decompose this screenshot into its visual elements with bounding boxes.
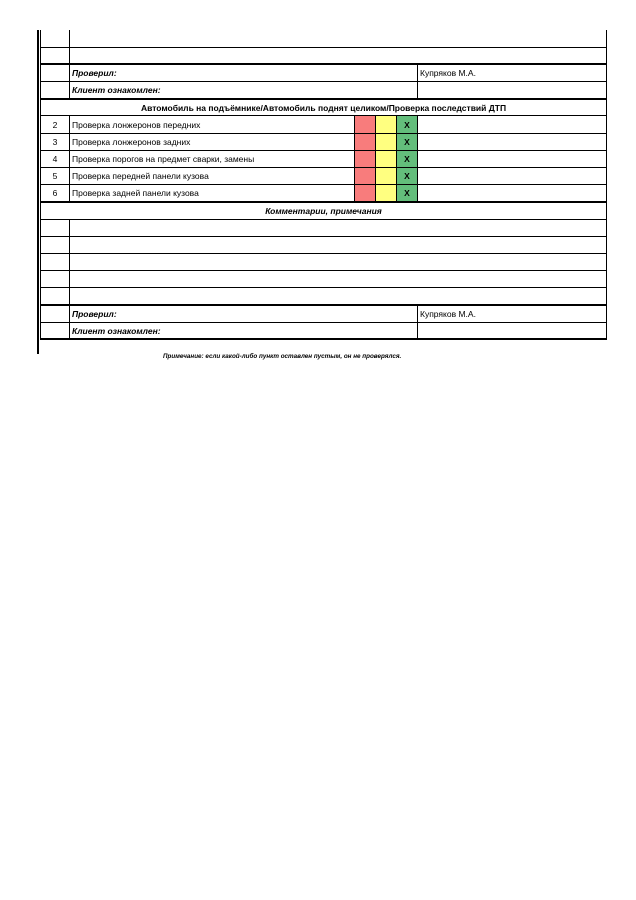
- checklist-row: [41, 116, 607, 133]
- item-label: Проверка передней панели кузова: [70, 168, 355, 185]
- status-green-cell[interactable]: X: [397, 168, 418, 185]
- comments-title: Комментарии, примечания: [41, 202, 607, 219]
- item-label: Проверка порогов на предмет сварки, замены: [70, 150, 355, 167]
- checklist-row: [41, 185, 607, 202]
- item-number: 5: [41, 168, 70, 185]
- checked-by-label: Проверил:: [70, 64, 418, 81]
- item-comment[interactable]: [418, 150, 607, 167]
- checklist-row: [41, 133, 607, 150]
- item-label: Проверка задней панели кузова: [70, 185, 355, 202]
- item-number: 2: [41, 116, 70, 133]
- left-margin-line: [37, 30, 39, 354]
- status-green-cell[interactable]: X: [397, 185, 418, 202]
- status-yellow-cell[interactable]: [376, 116, 397, 133]
- section-title: Автомобиль на подъёмнике/Автомобиль поднят целиком/Проверка последствий ДТП: [41, 99, 607, 116]
- client-ack-value[interactable]: [418, 82, 607, 99]
- checklist-row: [41, 150, 607, 167]
- comment-row[interactable]: [41, 219, 607, 236]
- client-ack-label: Клиент ознакомлен:: [70, 82, 418, 99]
- status-red-cell[interactable]: [355, 116, 376, 133]
- item-comment[interactable]: [418, 168, 607, 185]
- comment-field[interactable]: [70, 288, 607, 305]
- checked-by-label: Проверил:: [70, 305, 418, 322]
- inspection-sheet: [40, 30, 607, 340]
- item-label: Проверка лонжеронов задних: [70, 133, 355, 150]
- status-yellow-cell[interactable]: [376, 168, 397, 185]
- item-comment[interactable]: [418, 116, 607, 133]
- blank-row: [41, 47, 607, 64]
- status-yellow-cell[interactable]: [376, 133, 397, 150]
- client-ack-label: Клиент ознакомлен:: [70, 322, 418, 339]
- checked-by-row: [41, 305, 607, 322]
- status-red-cell[interactable]: [355, 168, 376, 185]
- status-green-cell[interactable]: X: [397, 150, 418, 167]
- status-yellow-cell[interactable]: [376, 150, 397, 167]
- item-number: 4: [41, 150, 70, 167]
- status-red-cell[interactable]: [355, 133, 376, 150]
- comment-field[interactable]: [70, 236, 607, 253]
- client-ack-value[interactable]: [418, 322, 607, 339]
- comment-row[interactable]: [41, 253, 607, 270]
- item-comment[interactable]: [418, 185, 607, 202]
- item-comment[interactable]: [418, 133, 607, 150]
- footnote: Примечание: если какой-либо пункт оставлен пустым, он не проверялся.: [163, 353, 402, 360]
- status-green-cell[interactable]: X: [397, 133, 418, 150]
- status-red-cell[interactable]: [355, 150, 376, 167]
- status-red-cell[interactable]: [355, 185, 376, 202]
- comment-row[interactable]: [41, 271, 607, 288]
- comment-row[interactable]: [41, 236, 607, 253]
- client-ack-row: [41, 322, 607, 339]
- checked-by-row: [41, 64, 607, 81]
- comments-header-row: [41, 202, 607, 219]
- comment-row[interactable]: [41, 288, 607, 305]
- client-ack-row: [41, 82, 607, 99]
- checked-by-name: Купряков М.А.: [418, 305, 607, 322]
- checked-by-name: Купряков М.А.: [418, 64, 607, 81]
- item-label: Проверка лонжеронов передних: [70, 116, 355, 133]
- blank-row: [41, 30, 607, 47]
- item-number: 6: [41, 185, 70, 202]
- checklist-row: [41, 168, 607, 185]
- section-header-row: [41, 99, 607, 116]
- status-yellow-cell[interactable]: [376, 185, 397, 202]
- status-green-cell[interactable]: X: [397, 116, 418, 133]
- comment-field[interactable]: [70, 219, 607, 236]
- item-number: 3: [41, 133, 70, 150]
- comment-field[interactable]: [70, 271, 607, 288]
- comment-field[interactable]: [70, 253, 607, 270]
